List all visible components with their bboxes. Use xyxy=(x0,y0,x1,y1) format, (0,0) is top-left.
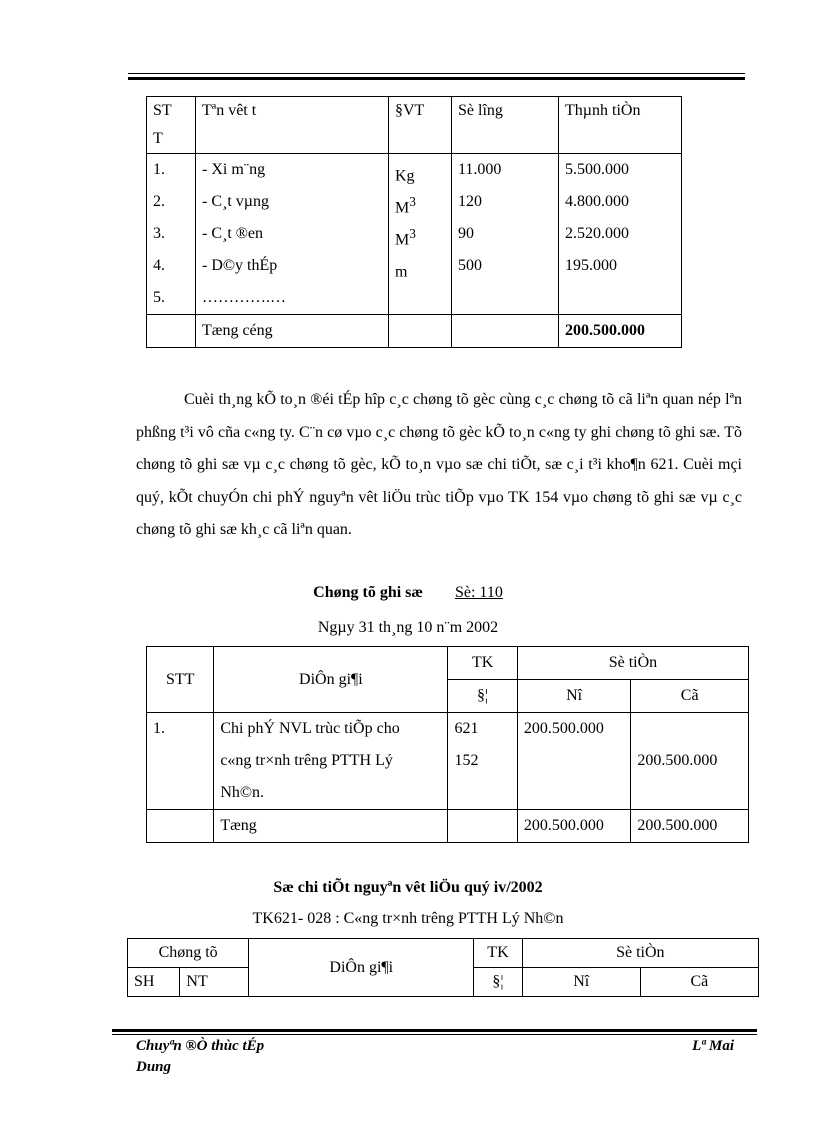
ledger-table xyxy=(127,938,759,997)
total-debit: 200.500.000 xyxy=(517,810,631,843)
body-paragraph xyxy=(136,384,742,547)
materials-table xyxy=(146,96,682,348)
header-debit: Nî xyxy=(522,968,640,997)
ledger-title xyxy=(0,877,816,899)
table-header-row xyxy=(147,97,682,154)
total-row xyxy=(147,315,682,348)
header-unit: §VT xyxy=(395,102,425,119)
empty-cell xyxy=(395,282,445,314)
material-unit: $M^3$ xyxy=(395,226,416,249)
tk-code: 621 xyxy=(454,720,479,737)
voucher-title: Chøng tõ ghi sæ xyxy=(313,584,423,601)
empty-cell xyxy=(565,282,675,314)
header-stt: ST xyxy=(153,102,172,119)
material-quantity: 500 xyxy=(458,257,482,274)
material-unit: Kg xyxy=(395,167,415,185)
header-description: DiÔn gi¶i xyxy=(214,647,448,713)
footer-rule-thick xyxy=(112,1029,757,1032)
voucher-table xyxy=(146,646,749,843)
header-amount: Sè tiÒn xyxy=(522,939,758,968)
tk-code: 152 xyxy=(454,752,479,769)
header-amount: Sè tiÒn xyxy=(517,647,748,680)
material-name: - C¸t ®en xyxy=(202,225,264,242)
description-line: Nh©n. xyxy=(220,784,265,801)
header-name: Tªn vêt t xyxy=(202,102,257,119)
header-description: DiÔn gi¶i xyxy=(249,939,474,997)
material-name: - C¸t vµng xyxy=(202,193,269,210)
row-number: 1. xyxy=(147,713,214,810)
header-sh: SH xyxy=(128,968,180,997)
paragraph-text: Cuèi th¸ng kÕ to¸n ®éi tÉp hîp c¸c chøng tõ gèc cùng c¸c chøng tõ cã liªn quan nép lªn phßng t³i vô cña c«ng ty. C¨n cø vµo c¸c chøng tõ gèc kÕ to¸n c«ng ty ghi chøng tõ ghi sæ. Tõ chøng tõ ghi sæ vµ c¸c chøng tõ gèc, kÕ to¸n vµo sæ chi tiÕt, sæ c¸i t³i kho¶n 621. Cuèi mçi quý, kÕt chuyÓn chi phÝ nguyªn vêt liÖu trùc tiÕp vµo TK 154 vµo chøng tõ ghi sæ vµ c¸c chøng tõ ghi sæ kh¸c cã liªn quan. xyxy=(136,391,742,538)
material-quantity: 90 xyxy=(458,225,474,242)
row-number: 4. xyxy=(153,257,165,274)
header-tk-sub: §¦ xyxy=(474,968,522,997)
table-row xyxy=(147,713,749,810)
total-row xyxy=(147,810,749,843)
row-number: 5. xyxy=(153,289,165,306)
table-header-row xyxy=(128,939,759,968)
description-line: Chi phÝ NVL trùc tiÕp cho xyxy=(220,720,400,737)
header-nt: NT xyxy=(180,968,249,997)
voucher-heading xyxy=(0,582,816,604)
footer-rule-thin xyxy=(112,1034,757,1035)
footer-left-line: Dung xyxy=(136,1059,172,1075)
total-credit: 200.500.000 xyxy=(631,810,749,843)
header-rule-thick xyxy=(128,77,745,80)
header-tk: TK xyxy=(448,647,517,680)
header-tk-sub: §¦ xyxy=(448,680,517,713)
voucher-number: Sè: 110 xyxy=(454,584,503,601)
material-name: - D©y thÉp xyxy=(202,257,278,274)
material-amount: 4.800.000 xyxy=(565,193,629,210)
header-stt-wrap: T xyxy=(153,130,163,147)
ledger-title-text: Sæ chi tiÕt nguyªn vêt liÖu quý iv/2002 xyxy=(273,879,543,896)
material-quantity: 120 xyxy=(458,193,482,210)
material-quantity: 11.000 xyxy=(458,161,502,178)
header-credit: Cã xyxy=(631,680,749,713)
voucher-date: Ngµy 31 th¸ng 10 n¨m 2002 xyxy=(317,619,499,636)
footer-right: Lª Mai xyxy=(692,1038,734,1054)
header-quantity: Sè lîng xyxy=(458,102,503,119)
material-amount: 5.500.000 xyxy=(565,161,629,178)
row-number: 3. xyxy=(153,225,165,242)
header-amount: Thµnh tiÒn xyxy=(565,102,641,119)
total-label: Tæng céng xyxy=(202,322,273,339)
material-name: - Xi m¨ng xyxy=(202,161,266,178)
header-debit: Nî xyxy=(517,680,631,713)
footer-left-line: Chuyªn ®Ò thùc tÉp xyxy=(136,1038,265,1054)
row-number: 1. xyxy=(153,161,165,178)
header-credit: Cã xyxy=(640,968,758,997)
table-row xyxy=(147,154,682,315)
total-label: Tæng xyxy=(214,810,448,843)
header-stt: STT xyxy=(147,647,214,713)
header-tk: TK xyxy=(474,939,522,968)
table-header-row xyxy=(147,647,749,680)
material-unit: m xyxy=(395,263,408,281)
material-amount: 195.000 xyxy=(565,257,617,274)
row-number: 2. xyxy=(153,193,165,210)
material-unit: $M^3$ xyxy=(395,194,416,217)
ledger-subtitle: TK621- 028 : C«ng tr×nh trêng PTTH Lý Nh©n xyxy=(252,910,564,927)
footer-left xyxy=(136,1036,336,1078)
total-amount: 200.500.000 xyxy=(565,322,645,339)
material-name: ………….… xyxy=(202,289,286,306)
credit-amount: 200.500.000 xyxy=(637,752,718,769)
header-voucher: Chøng tõ xyxy=(128,939,249,968)
header-rule-thin xyxy=(128,73,745,74)
description-line: c«ng tr×nh trêng PTTH Lý xyxy=(220,752,393,769)
material-amount: 2.520.000 xyxy=(565,225,629,242)
empty-cell xyxy=(458,282,552,314)
debit-amount: 200.500.000 xyxy=(523,720,604,737)
